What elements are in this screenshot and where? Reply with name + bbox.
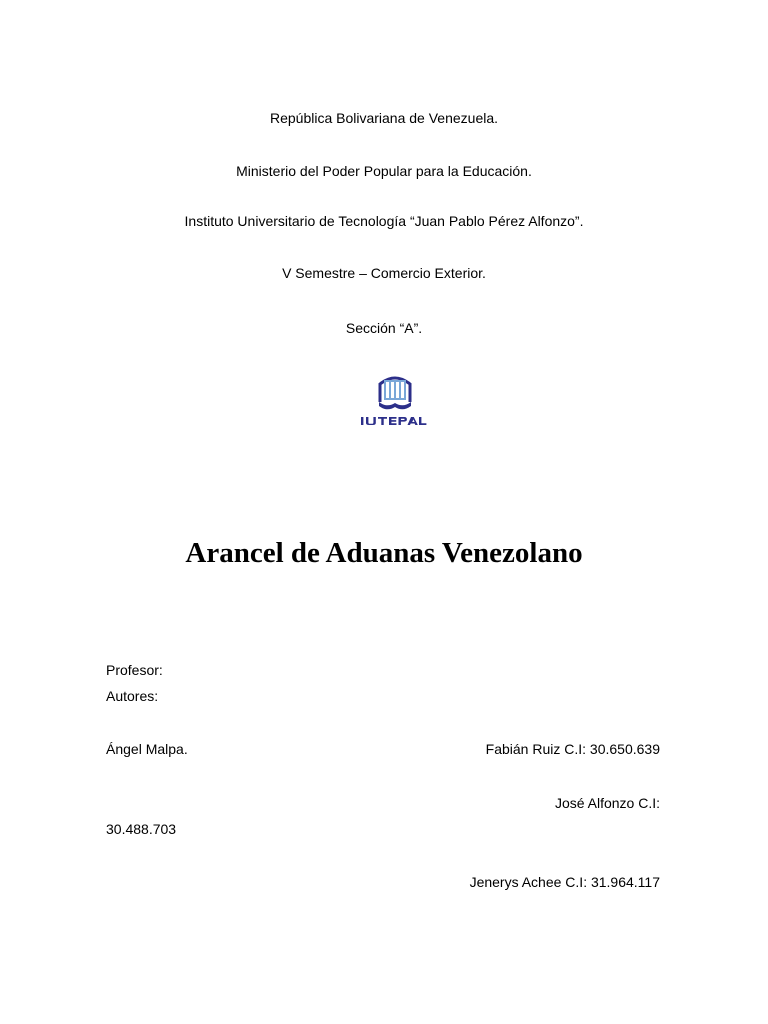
header-semester: V Semestre – Comercio Exterior.	[282, 265, 486, 281]
document-title: Arancel de Aduanas Venezolano	[185, 537, 583, 569]
author-jose-id: 30.488.703	[106, 821, 177, 837]
autores-label: Autores:	[106, 688, 159, 704]
iutepal-logo	[355, 372, 435, 432]
author-jose-name: José Alfonzo C.I:	[554, 795, 660, 811]
header-section: Sección “A”.	[345, 320, 423, 336]
author-jenerys: Jenerys Achee C.I: 31.964.117	[469, 874, 660, 890]
profesor-name: Ángel Malpa.	[106, 741, 188, 757]
profesor-label: Profesor:	[106, 662, 163, 678]
header-ministry: Ministerio del Poder Popular para la Educación.	[236, 163, 532, 179]
header-country: República Bolivariana de Venezuela.	[269, 110, 499, 126]
author-fabian: Fabián Ruiz C.I: 30.650.639	[485, 741, 660, 757]
iutepal-logo-graphic	[355, 372, 435, 432]
header-institute: Instituto Universitario de Tecnología “Juan Pablo Pérez Alfonzo”.	[184, 213, 584, 229]
